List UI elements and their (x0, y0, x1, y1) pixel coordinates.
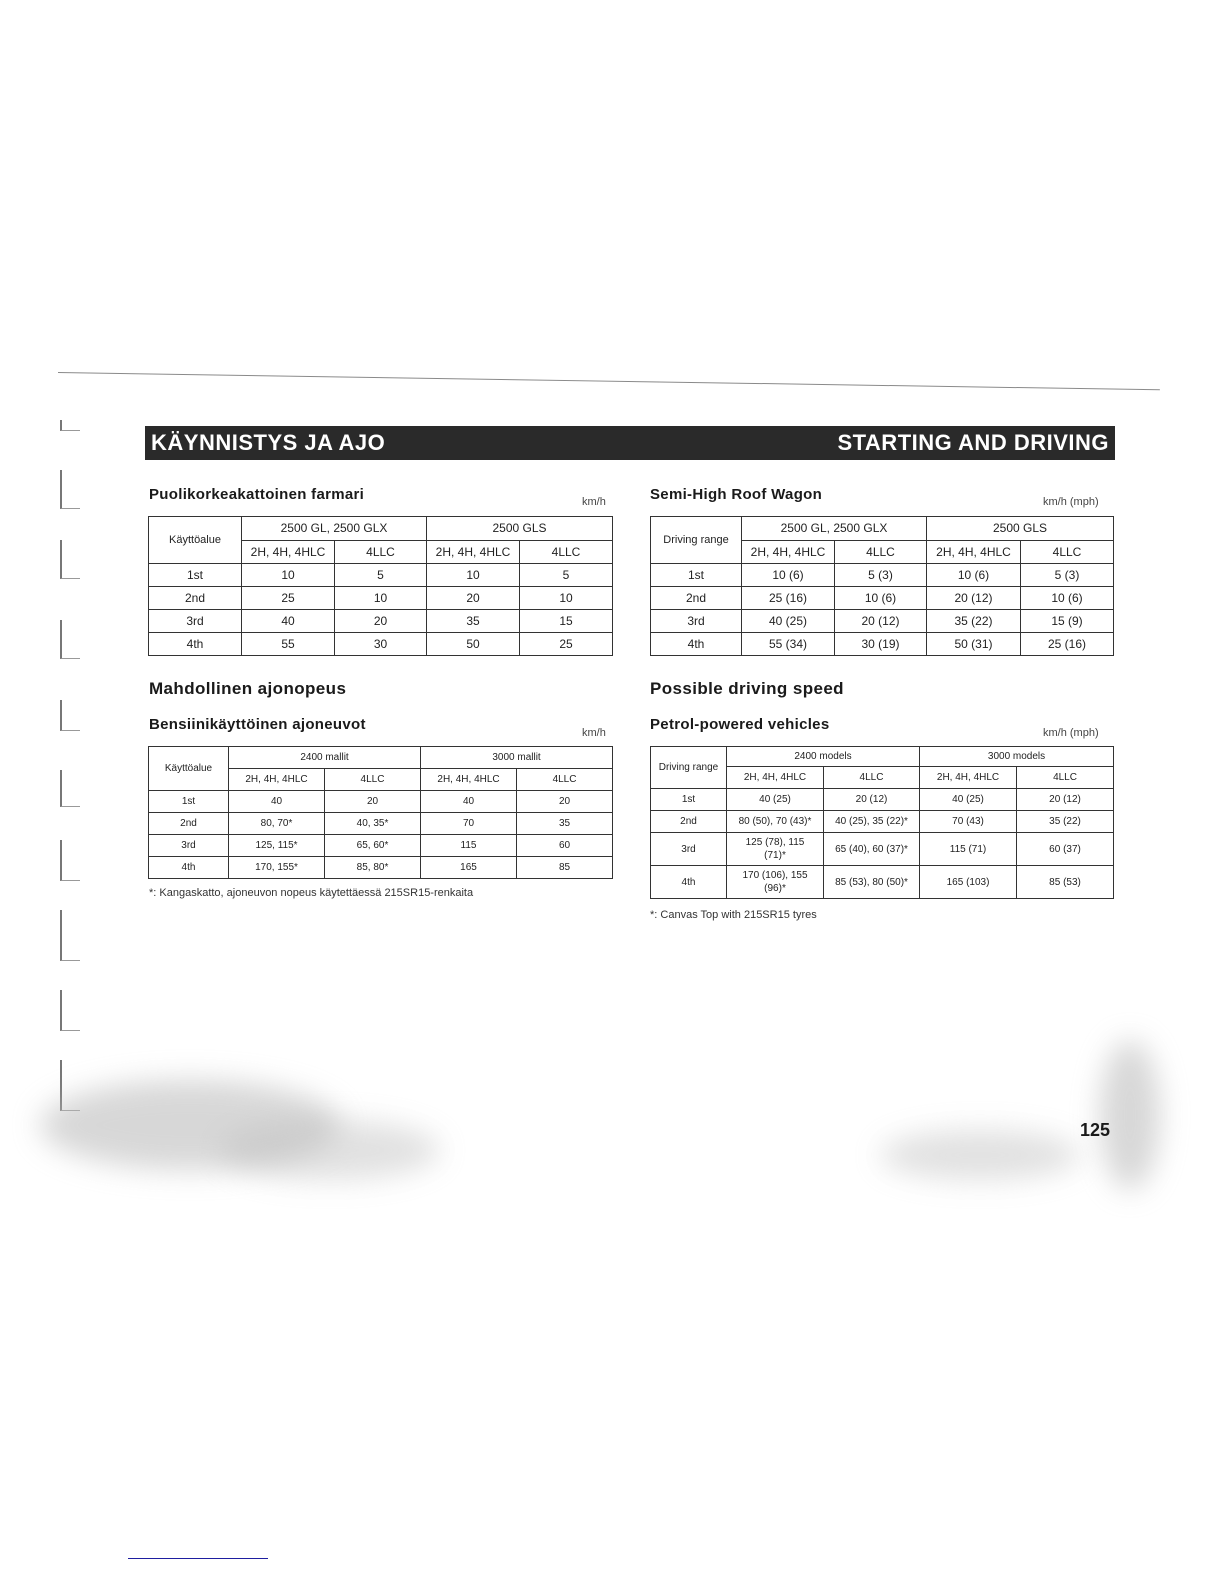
footnote: *: Kangaskatto, ajoneuvon nopeus käytettäessä 215SR15-renkaita (149, 887, 474, 899)
row-label: 3rd (651, 610, 742, 633)
row-label: 4th (651, 866, 727, 899)
row-label: 1st (149, 791, 229, 813)
index-tab (60, 910, 80, 961)
table-cell: 170, 155* (229, 857, 325, 879)
footnote: *: Canvas Top with 215SR15 tyres (650, 909, 817, 921)
table-row (149, 813, 613, 835)
table-cell: 165 (103) (920, 866, 1017, 899)
table-cell: 65 (40), 60 (37)* (824, 833, 920, 866)
table-cell: 35 (22) (1017, 811, 1114, 833)
table-cell: 15 (9) (1021, 610, 1114, 633)
sub-header: 4LLC (335, 541, 427, 564)
row-label: 1st (651, 789, 727, 811)
table-cell: 10 (427, 564, 520, 587)
table-cell: 10 (6) (835, 587, 927, 610)
group-header: 3000 models (920, 747, 1114, 767)
group-header: 2500 GL, 2500 GLX (742, 517, 927, 541)
sub-header: 4LLC (1021, 541, 1114, 564)
sub-header: 2H, 4H, 4HLC (742, 541, 835, 564)
sub-header: 4LLC (520, 541, 613, 564)
row-label: 3rd (651, 833, 727, 866)
table-row (651, 789, 1114, 811)
table-cell: 15 (520, 610, 613, 633)
group-header: 2400 models (727, 747, 920, 767)
table-cell: 25 (520, 633, 613, 656)
row-label: 2nd (149, 587, 242, 610)
table-row (149, 791, 613, 813)
table-cell: 125 (78), 115 (71)* (727, 833, 824, 866)
table-cell: 55 (34) (742, 633, 835, 656)
unit-label: km/h (582, 496, 606, 508)
sub-header: 2H, 4H, 4HLC (727, 767, 824, 789)
banner-title-fi: KÄYNNISTYS JA AJO (151, 430, 386, 455)
table-cell: 115 (421, 835, 517, 857)
table-cell: 25 (16) (1021, 633, 1114, 656)
table-cell: 70 (421, 813, 517, 835)
decorative-landscape (1100, 1040, 1160, 1190)
table-cell: 5 (3) (1021, 564, 1114, 587)
sub-header: 4LLC (1017, 767, 1114, 789)
sub-header: 4LLC (824, 767, 920, 789)
sub-header: 2H, 4H, 4HLC (920, 767, 1017, 789)
table-cell: 80, 70* (229, 813, 325, 835)
table-cell: 5 (335, 564, 427, 587)
table-row (651, 866, 1114, 899)
sub-header: 2H, 4H, 4HLC (421, 769, 517, 791)
sub-header: 4LLC (517, 769, 613, 791)
sub-header: 4LLC (325, 769, 421, 791)
table-cell: 20 (517, 791, 613, 813)
table-row (651, 564, 1114, 587)
table-cell: 40 (25) (742, 610, 835, 633)
table-row (149, 564, 613, 587)
table-cell: 35 (517, 813, 613, 835)
table-cell: 60 (37) (1017, 833, 1114, 866)
table-cell: 35 (22) (927, 610, 1021, 633)
table-cell: 5 (3) (835, 564, 927, 587)
table-cell: 50 (427, 633, 520, 656)
row-label: 2nd (651, 587, 742, 610)
sub-header: 2H, 4H, 4HLC (229, 769, 325, 791)
table-row (149, 835, 613, 857)
table-cell: 30 (19) (835, 633, 927, 656)
section-title: Puolikorkeakattoinen farmari (149, 486, 365, 503)
table-row (149, 610, 613, 633)
row-label: 2nd (651, 811, 727, 833)
row-label: 1st (149, 564, 242, 587)
table-cell: 25 (242, 587, 335, 610)
section-banner (145, 426, 1115, 460)
table-cell: 40 (242, 610, 335, 633)
table-corner: Driving range (651, 517, 742, 564)
table-cell: 85 (517, 857, 613, 879)
section-title: Bensiinikäyttöinen ajoneuvot (149, 716, 366, 733)
table-cell: 5 (520, 564, 613, 587)
group-header: 2500 GL, 2500 GLX (242, 517, 427, 541)
table-cell: 10 (6) (927, 564, 1021, 587)
table-corner: Driving range (651, 747, 727, 789)
table-cell: 55 (242, 633, 335, 656)
row-label: 2nd (149, 813, 229, 835)
table-row (149, 633, 613, 656)
section-title: Petrol-powered vehicles (650, 716, 830, 733)
table-row (651, 633, 1114, 656)
table-cell: 170 (106), 155 (96)* (727, 866, 824, 899)
table-row (651, 833, 1114, 866)
table-cell: 115 (71) (920, 833, 1017, 866)
table-cell: 70 (43) (920, 811, 1017, 833)
top-rule (58, 372, 1160, 390)
group-header: 2500 GLS (427, 517, 613, 541)
index-tab (60, 770, 80, 807)
table-cell: 20 (12) (835, 610, 927, 633)
table-row (149, 857, 613, 879)
table-cell: 10 (6) (742, 564, 835, 587)
index-tab (60, 700, 80, 731)
group-header: 2400 mallit (229, 747, 421, 769)
index-tab (60, 840, 80, 881)
sub-header: 2H, 4H, 4HLC (927, 541, 1021, 564)
row-label: 3rd (149, 610, 242, 633)
group-header: 2500 GLS (927, 517, 1114, 541)
table-cell: 40, 35* (325, 813, 421, 835)
table-corner: Käyttöalue (149, 747, 229, 791)
banner-title-en: STARTING AND DRIVING (837, 430, 1109, 455)
row-label: 1st (651, 564, 742, 587)
table-cell: 10 (6) (1021, 587, 1114, 610)
table-cell: 30 (335, 633, 427, 656)
table-cell: 60 (517, 835, 613, 857)
bottom-rule (128, 1558, 268, 1559)
section-heading: Possible driving speed (650, 679, 844, 698)
speed-table (650, 516, 1114, 656)
table-cell: 20 (325, 791, 421, 813)
sub-header: 2H, 4H, 4HLC (427, 541, 520, 564)
index-tab (60, 620, 80, 659)
table-cell: 40 (421, 791, 517, 813)
table-cell: 40 (25), 35 (22)* (824, 811, 920, 833)
index-tab (60, 470, 80, 509)
table-cell: 40 (25) (727, 789, 824, 811)
table-cell: 85, 80* (325, 857, 421, 879)
index-tab (60, 540, 80, 579)
table-row (651, 587, 1114, 610)
unit-label: km/h (582, 727, 606, 739)
page-number: 125 (1080, 1120, 1111, 1140)
table-cell: 125, 115* (229, 835, 325, 857)
row-label: 4th (149, 633, 242, 656)
table-row (651, 610, 1114, 633)
table-cell: 20 (12) (1017, 789, 1114, 811)
row-label: 4th (651, 633, 742, 656)
table-cell: 20 (335, 610, 427, 633)
table-cell: 80 (50), 70 (43)* (727, 811, 824, 833)
table-cell: 40 (25) (920, 789, 1017, 811)
table-cell: 20 (427, 587, 520, 610)
speed-table (148, 746, 613, 879)
group-header: 3000 mallit (421, 747, 613, 769)
table-corner: Käyttöalue (149, 517, 242, 564)
table-cell: 10 (242, 564, 335, 587)
section-heading: Mahdollinen ajonopeus (149, 679, 347, 698)
table-cell: 165 (421, 857, 517, 879)
table-cell: 35 (427, 610, 520, 633)
row-label: 3rd (149, 835, 229, 857)
table-cell: 20 (12) (824, 789, 920, 811)
decorative-landscape (880, 1130, 1080, 1180)
table-cell: 65, 60* (325, 835, 421, 857)
index-tab (60, 990, 80, 1031)
table-cell: 10 (520, 587, 613, 610)
decorative-landscape (220, 1120, 440, 1180)
table-cell: 85 (53), 80 (50)* (824, 866, 920, 899)
section-title: Semi-High Roof Wagon (650, 486, 823, 503)
sub-header: 2H, 4H, 4HLC (242, 541, 335, 564)
table-cell: 25 (16) (742, 587, 835, 610)
row-label: 4th (149, 857, 229, 879)
table-row (651, 811, 1114, 833)
table-cell: 10 (335, 587, 427, 610)
speed-table (650, 746, 1114, 899)
table-cell: 40 (229, 791, 325, 813)
table-cell: 50 (31) (927, 633, 1021, 656)
table-cell: 20 (12) (927, 587, 1021, 610)
index-tab (60, 420, 80, 431)
table-row (149, 587, 613, 610)
unit-label: km/h (mph) (1043, 727, 1099, 739)
speed-table (148, 516, 613, 656)
unit-label: km/h (mph) (1043, 496, 1099, 508)
table-cell: 85 (53) (1017, 866, 1114, 899)
sub-header: 4LLC (835, 541, 927, 564)
